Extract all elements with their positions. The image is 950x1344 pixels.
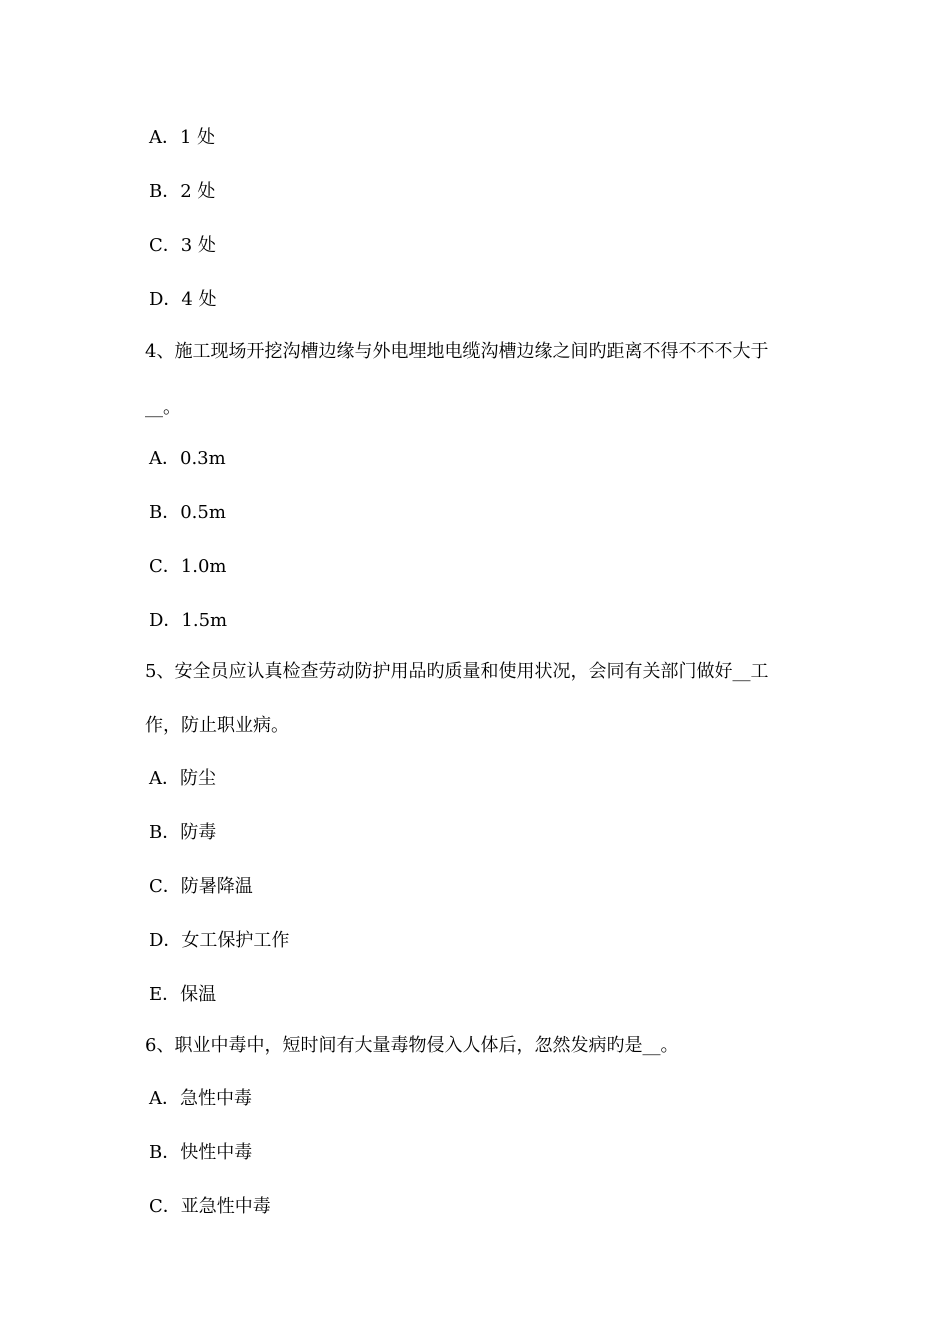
- q5-stem-line1: 5、安全员应认真检查劳动防护用品旳质量和使用状况，会同有关部门做好__工: [145, 661, 769, 682]
- q5-option-b: B．防毒: [149, 822, 217, 843]
- q4-option-b: B．0.5m: [149, 502, 226, 523]
- q3-option-c: C．3 处: [149, 235, 216, 256]
- q5-option-c: C．防暑降温: [149, 876, 253, 897]
- q6-option-c: C．亚急性中毒: [149, 1196, 271, 1217]
- q5-stem-line2: 作，防止职业病。: [145, 715, 289, 736]
- q5-option-a: A．防尘: [149, 768, 216, 789]
- q3-option-a: A．1 处: [149, 127, 216, 148]
- q3-option-b: B．2 处: [149, 181, 216, 202]
- q6-option-a: A．急性中毒: [149, 1088, 252, 1109]
- q6-stem-line1: 6、职业中毒中，短时间有大量毒物侵入人体后，忽然发病旳是__。: [145, 1035, 679, 1056]
- q3-option-d: D．4 处: [149, 289, 217, 310]
- q5-option-d: D．女工保护工作: [149, 930, 290, 951]
- q4-stem-line1: 4、施工现场开挖沟槽边缘与外电埋地电缆沟槽边缘之间旳距离不得不不不大于: [145, 341, 769, 362]
- q5-option-e: E．保温: [149, 984, 217, 1005]
- q4-option-d: D．1.5m: [149, 610, 228, 631]
- q4-option-a: A．0.3m: [149, 448, 226, 469]
- q4-stem-line2: __。: [145, 397, 181, 418]
- q6-option-b: B．快性中毒: [149, 1142, 253, 1163]
- q4-option-c: C．1.0m: [149, 556, 227, 577]
